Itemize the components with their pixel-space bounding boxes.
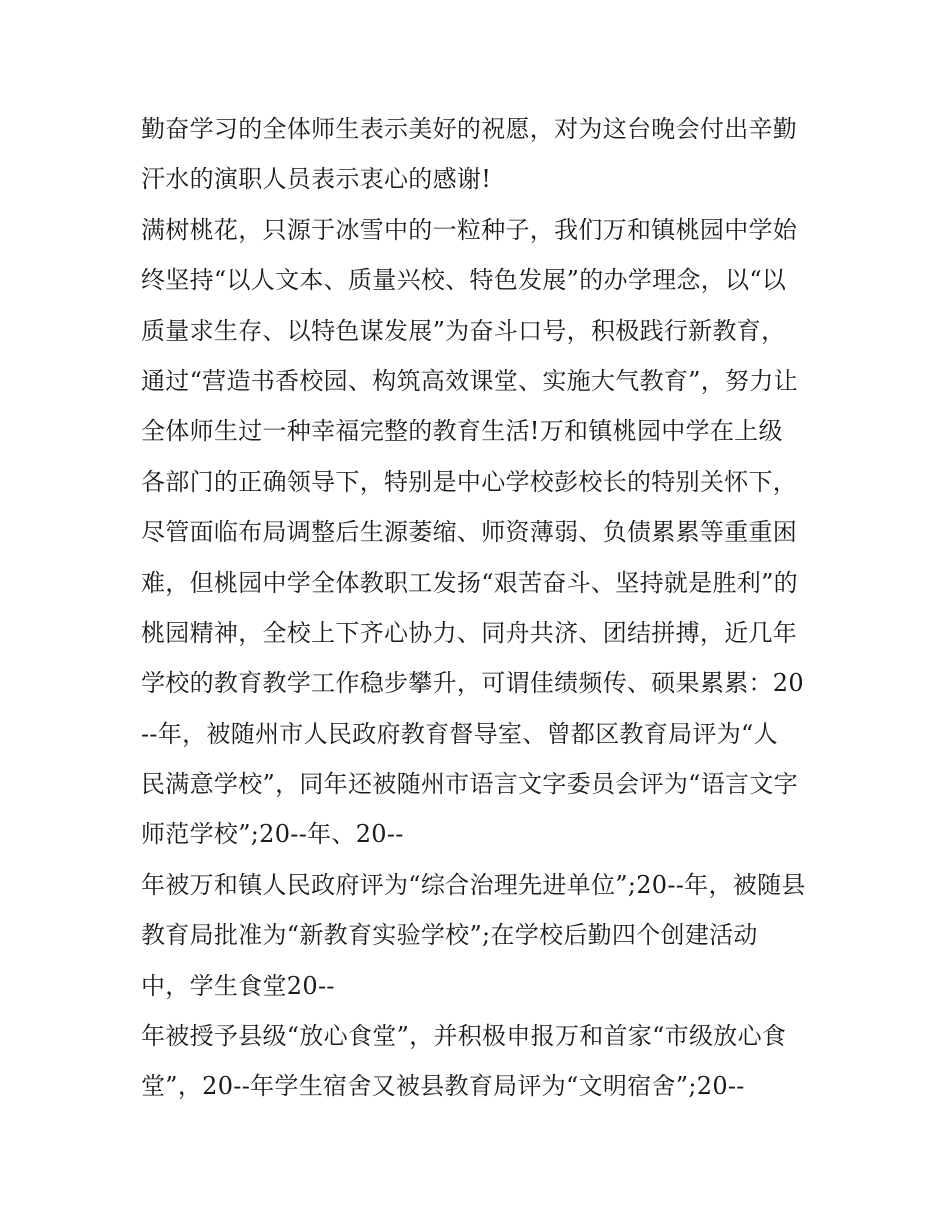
text-line: 堂”，20--年学生宿舍又被县教育局评为“文明宿舍”;20-- (141, 1072, 745, 1101)
text-line: 民满意学校”，同年还被随州市语言文字委员会评为“语言文字 (141, 770, 798, 799)
text-line: 师范学校”;20--年、20-- (141, 820, 404, 849)
text-line: 终坚持“以人文本、质量兴校、特色发展”的办学理念，以“以 (141, 266, 787, 295)
text-line: --年，被随州市人民政府教育督导室、曾都区教育局评为“人 (141, 719, 778, 748)
text-line: 学校的教育教学工作稳步攀升，可谓佳绩频传、硕果累累：20 (141, 669, 804, 698)
text-line: 教育局批准为“新教育实验学校”;在学校后勤四个创建活动 (141, 921, 758, 950)
text-line: 难，但桃园中学全体教职工发扬“艰苦奋斗、坚持就是胜利”的 (141, 568, 798, 597)
text-line: 满树桃花，只源于冰雪中的一粒种子，我们万和镇桃园中学始 (141, 215, 798, 244)
text-line: 年被万和镇人民政府评为“综合治理先进单位”;20--年，被随县 (141, 870, 806, 899)
body-text (141, 104, 821, 1112)
text-line: 各部门的正确领导下，特别是中心学校彭校长的特别关怀下， (141, 467, 798, 496)
text-line: 尽管面临布局调整后生源萎缩、师资薄弱、负债累累等重重困 (141, 518, 798, 547)
text-line: 全体师生过一种幸福完整的教育生活!万和镇桃园中学在上级 (141, 417, 783, 446)
text-line: 桃园精神，全校上下齐心协力、同舟共济、团结拼搏，近几年 (141, 618, 798, 647)
text-line: 通过“营造书香校园、构筑高效课堂、实施大气教育”，努力让 (141, 366, 798, 395)
text-line: 质量求生存、以特色谋发展”为奋斗口号，积极践行新教育， (141, 316, 786, 345)
text-line: 汗水的演职人员表示衷心的感谢! (141, 165, 492, 194)
text-line: 年被授予县级“放心食堂”，并积极申报万和首家“市级放心食 (141, 1022, 787, 1051)
text-line: 中，学生食堂20-- (141, 971, 335, 1000)
text-line: 勤奋学习的全体师生表示美好的祝愿，对为这台晚会付出辛勤 (141, 115, 798, 143)
